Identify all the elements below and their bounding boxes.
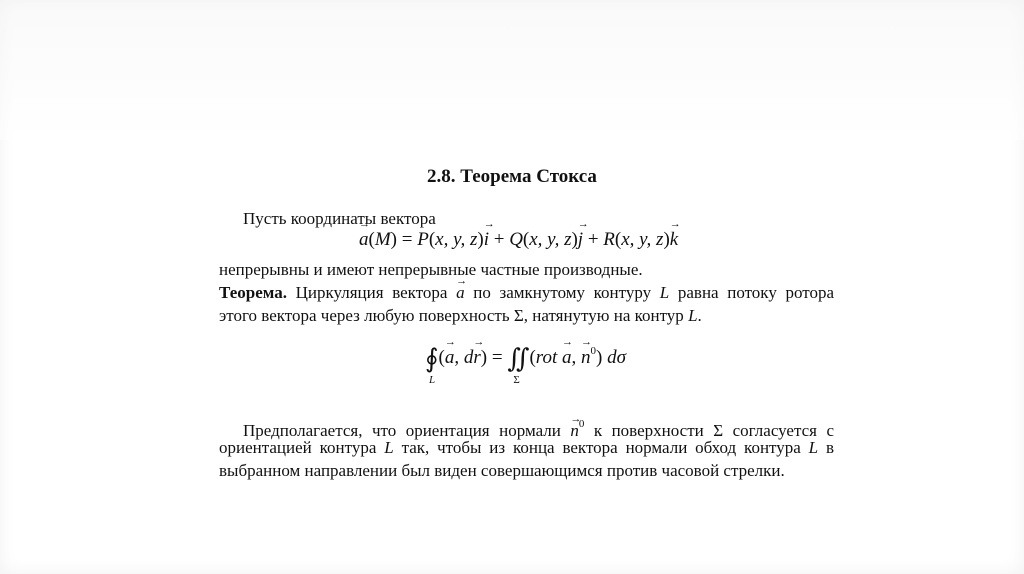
theorem-text-1b: по замкнутому контуру (473, 283, 652, 302)
contour-integral-sign: ∮ L (425, 344, 439, 386)
theorem-sym-a: → a (456, 281, 465, 304)
para-text-1b: к поверхности (593, 421, 704, 440)
theorem-label: Теорема. (219, 283, 287, 302)
theorem-line-2: этого вектора через любую поверхность Σ, натянутую на контур L. (219, 306, 702, 325)
paragraph-line-2: ориентацией контура L так, чтобы из конца вектора нормали обход контура L в (219, 438, 835, 457)
para-text-1c: согласуется с (732, 421, 834, 440)
para-text-2a: ориентацией контура (219, 438, 377, 457)
para-text-2c: в (825, 438, 835, 457)
theorem-line-1 (219, 281, 834, 304)
paragraph-line-3: выбранном направлении был виден совершающимся против часовой стрелки. (219, 461, 785, 480)
intro-line-1: Пусть координаты вектора (243, 209, 436, 228)
theorem-text-1a: Циркуляция вектора (295, 283, 448, 302)
stokes-formula: ∮ L (→ a, d→ r) = ∬ Σ (rot → a, → $n^0$) dσ (425, 344, 626, 374)
para-text-2b: так, чтобы из конца вектора нормали обход контура (401, 438, 801, 457)
theorem-text-2a: этого вектора через любую поверхность (219, 306, 510, 325)
theorem-text-2b: , натянутую на контур (523, 306, 684, 325)
contour-label: L (429, 374, 436, 386)
theorem-sym-L: L (659, 283, 670, 302)
theorem-sym-sigma: Σ (513, 306, 524, 325)
paragraph-line-1: Предполагается, что ориентация нормали → $n^0$ к поверхности Σ согласуется с (243, 413, 834, 442)
vector-field-formula: → a(M) = P(x, y, z)→ i + Q(x, y, z)→ j + R(x, y, z)→ k (359, 229, 678, 251)
section-title: 2.8. Теорема Стокса (427, 166, 597, 187)
theorem-text-1c: равна потоку ротора (677, 283, 834, 302)
surface-integral-sign: ∬ Σ (507, 344, 530, 386)
para-text-1a: Предполагается, что ориентация нормали (243, 421, 561, 440)
scan-shading (0, 0, 1024, 140)
surface-label: Σ (513, 374, 520, 386)
intro-line-2: непрерывны и имеют непрерывные частные производные. (219, 260, 643, 279)
